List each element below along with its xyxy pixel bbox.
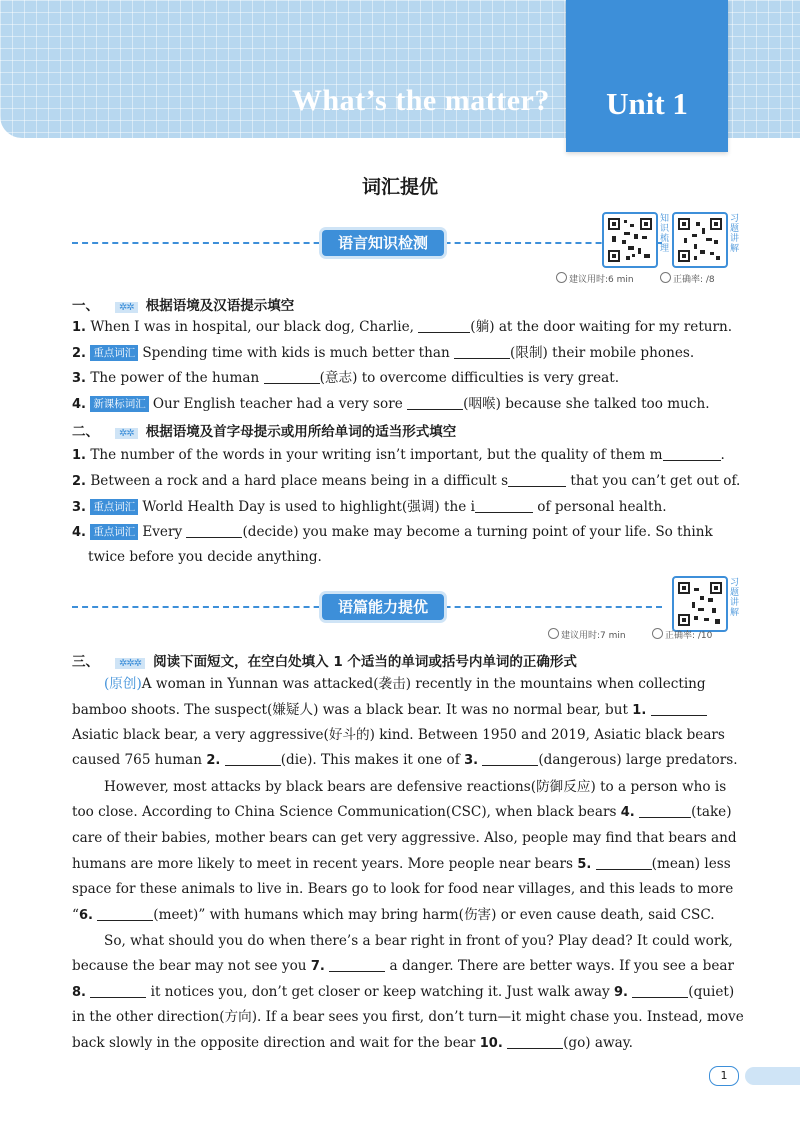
qr-label-knowledge: 知识梳理: [660, 214, 670, 254]
check-circle-icon: [660, 272, 671, 283]
blank-number: 2.: [206, 753, 221, 768]
question-text: Every: [142, 524, 183, 540]
page-heading: 词汇提优: [361, 176, 438, 198]
accuracy-text: 正确率: /10: [665, 631, 713, 641]
new-curriculum-tag: 新课标词汇: [90, 396, 149, 412]
question-text: Spending time with kids is much better than: [142, 345, 450, 361]
passage-text: a danger. There are better ways. If you see a bear: [389, 958, 734, 974]
unit-title: What’s the matter?: [292, 84, 550, 117]
passage-text: “: [72, 907, 79, 923]
passage-line: care of their babies, mother bears can get very aggressive. Also, people may find that bears and: [72, 830, 737, 846]
accuracy-rate: [652, 628, 712, 641]
passage-text: (go) away.: [563, 1035, 633, 1051]
accuracy-text: 正确率: /8: [673, 275, 715, 285]
blank-number: 8.: [72, 985, 86, 1000]
difficulty-stars-icon: ✲✲: [115, 302, 138, 313]
passage-text: humans are more likely to meet in recent years. More people near bears: [72, 856, 573, 872]
difficulty-stars-icon: ✲✲: [115, 428, 138, 439]
part1-heading: [72, 294, 294, 314]
key-vocab-tag: 重点词汇: [90, 524, 138, 540]
passage-line: [72, 1033, 740, 1054]
answer-blank[interactable]: [329, 957, 385, 972]
question-text: World Health Day is used to highlight(强调) the i: [142, 499, 475, 515]
question-text: The number of the words in your writing isn’t important, but the quality of them m: [90, 447, 663, 463]
blank-number: 7.: [310, 959, 325, 974]
qr-code-explanation[interactable]: [672, 212, 728, 268]
part-title: 根据语境及汉语提示填空: [145, 298, 295, 314]
question-text: (咽喉) because she talked too much.: [463, 396, 710, 412]
passage-line: Asiatic black bear, a very aggressive(好斗的) kind. Between 1950 and 2019, Asiatic black bears: [72, 727, 725, 743]
part3-heading: [72, 650, 577, 670]
passage-line: [72, 956, 740, 977]
qr-pattern-icon: [608, 218, 652, 262]
passage-line: [72, 750, 740, 771]
question-text: (意志) to overcome difficulties is very great.: [319, 370, 620, 386]
passage-text: (mean) less: [651, 856, 731, 872]
question-row: [72, 497, 740, 518]
question-row: [72, 317, 740, 338]
passage-line: [72, 802, 740, 823]
passage-line: [72, 905, 740, 926]
suggested-time: [548, 628, 626, 641]
answer-blank[interactable]: [407, 395, 463, 410]
answer-blank[interactable]: [225, 751, 281, 766]
question-continuation: twice before you decide anything.: [88, 549, 322, 565]
answer-blank[interactable]: [663, 446, 721, 461]
answer-blank[interactable]: [475, 498, 533, 513]
key-vocab-tag: 重点词汇: [90, 499, 138, 515]
question-row: [72, 471, 740, 492]
question-number: 3.: [72, 371, 86, 386]
accuracy-rate: [660, 272, 715, 285]
qr-pattern-icon: [678, 218, 722, 262]
passage-text: (die). This makes it one of: [280, 752, 460, 768]
passage-text: caused 765 human: [72, 752, 203, 768]
part-title: 根据语境及首字母提示或用所给单词的适当形式填空: [145, 424, 457, 440]
question-number: 4.: [72, 525, 86, 540]
question-row: [72, 368, 740, 389]
passage-line: [104, 674, 772, 694]
question-text: When I was in hospital, our black dog, Charlie,: [90, 319, 414, 335]
passage-text: because the bear may not see you: [72, 958, 307, 974]
question-number: 1.: [72, 448, 86, 463]
unit-badge: Unit 1: [566, 0, 728, 152]
qr-label-explanation: 习题讲解: [730, 214, 740, 254]
question-text: The power of the human: [90, 370, 260, 386]
section-label-reading: 语篇能力提优: [322, 594, 444, 620]
passage-text: (meet)” with humans which may bring harm(伤害) or even cause death, said CSC.: [153, 907, 715, 923]
question-text: (限制) their mobile phones.: [510, 345, 695, 361]
answer-blank[interactable]: [90, 983, 146, 998]
section-label-knowledge: 语言知识检测: [322, 230, 444, 256]
blank-number: 10.: [479, 1036, 503, 1051]
question-text: Between a rock and a hard place means being in a difficult s: [90, 473, 509, 489]
section-bar-knowledge: [72, 230, 662, 252]
part-number: 一、: [72, 298, 99, 314]
passage-line: [72, 854, 740, 875]
passage-line: space for these animals to live in. Bears go to look for food near villages, and this leads to more: [72, 881, 734, 897]
clock-icon: [556, 272, 567, 283]
key-vocab-tag: 重点词汇: [90, 345, 138, 361]
question-number: 4.: [72, 397, 86, 412]
question-row: [72, 343, 740, 364]
blank-number: 4.: [620, 805, 635, 820]
question-text: (躺) at the door waiting for my return.: [470, 319, 733, 335]
answer-blank[interactable]: [596, 855, 652, 870]
answer-blank[interactable]: [639, 803, 691, 818]
question-number: 1.: [72, 320, 86, 335]
question-number: 2.: [72, 346, 86, 361]
passage-text: A woman in Yunnan was attacked(袭击) recently in the mountains when collecting: [141, 676, 706, 692]
passage-line: However, most attacks by black bears are defensive reactions(防御反应) to a person who is: [104, 779, 727, 795]
answer-blank[interactable]: [482, 751, 538, 766]
part2-heading: [72, 420, 456, 440]
question-number: 3.: [72, 500, 86, 515]
time-text: 建议用时:6 min: [569, 275, 634, 285]
original-tag: (原创): [104, 676, 142, 692]
blank-number: 3.: [464, 753, 479, 768]
passage-text: (dangerous) large predators.: [538, 752, 738, 768]
blank-number: 1.: [632, 703, 647, 718]
answer-blank[interactable]: [507, 1034, 563, 1049]
passage-text: bamboo shoots. The suspect(嫌疑人) was a black bear. It was no normal bear, but: [72, 702, 628, 718]
answer-blank[interactable]: [508, 472, 566, 487]
question-row: [72, 394, 740, 415]
passage-text: (quiet): [688, 984, 735, 1000]
answer-blank[interactable]: [651, 701, 707, 716]
passage-line: So, what should you do when there’s a bear right in front of you? Play dead? It could work,: [104, 933, 733, 949]
question-text: .: [720, 447, 725, 463]
part-title: 阅读下面短文，在空白处填入 1 个适当的单词或括号内单词的正确形式: [153, 654, 577, 670]
time-text: 建议用时:7 min: [561, 631, 626, 641]
blank-number: 5.: [577, 857, 592, 872]
answer-blank[interactable]: [418, 318, 470, 333]
question-text: that you can’t get out of.: [570, 473, 741, 489]
answer-blank[interactable]: [264, 369, 320, 384]
question-text: (decide) you make may become a turning point of your life. So think: [242, 524, 713, 540]
blank-number: 6.: [78, 908, 93, 923]
passage-text: back slowly in the opposite direction and wait for the bear: [72, 1035, 476, 1051]
clock-icon: [548, 628, 559, 639]
question-row: [72, 445, 740, 466]
question-number: 2.: [72, 474, 86, 489]
qr-code-reading-explanation[interactable]: [672, 576, 728, 632]
passage-line: in the other direction(方向). If a bear sees you first, don’t turn—it might chase you. Instead, move: [72, 1009, 744, 1025]
passage-line: [72, 982, 740, 1003]
question-text: Our English teacher had a very sore: [152, 396, 403, 412]
difficulty-stars-icon: ✲✲✲: [115, 658, 145, 669]
answer-blank[interactable]: [454, 344, 510, 359]
blank-number: 9.: [613, 985, 628, 1000]
check-circle-icon: [652, 628, 663, 639]
passage-text: it notices you, don’t get closer or keep watching it. Just walk away: [150, 984, 610, 1000]
question-row: [72, 522, 740, 543]
question-text: of personal health.: [537, 499, 667, 515]
qr-label-reading: 习题讲解: [730, 578, 740, 618]
passage-line: [72, 700, 740, 721]
answer-blank[interactable]: [97, 906, 153, 921]
part-number: 二、: [72, 424, 99, 440]
suggested-time: [556, 272, 634, 285]
qr-pattern-icon: [678, 582, 722, 626]
passage-text: too close. According to China Science Communication(CSC), when black bears: [72, 804, 617, 820]
page-number: 1: [709, 1066, 739, 1086]
footer-decoration: [745, 1067, 800, 1085]
passage-text: (take): [691, 804, 732, 820]
section-bar-reading: [72, 594, 662, 616]
part-number: 三、: [72, 654, 99, 670]
answer-blank[interactable]: [186, 523, 242, 538]
qr-code-knowledge[interactable]: [602, 212, 658, 268]
answer-blank[interactable]: [632, 983, 688, 998]
